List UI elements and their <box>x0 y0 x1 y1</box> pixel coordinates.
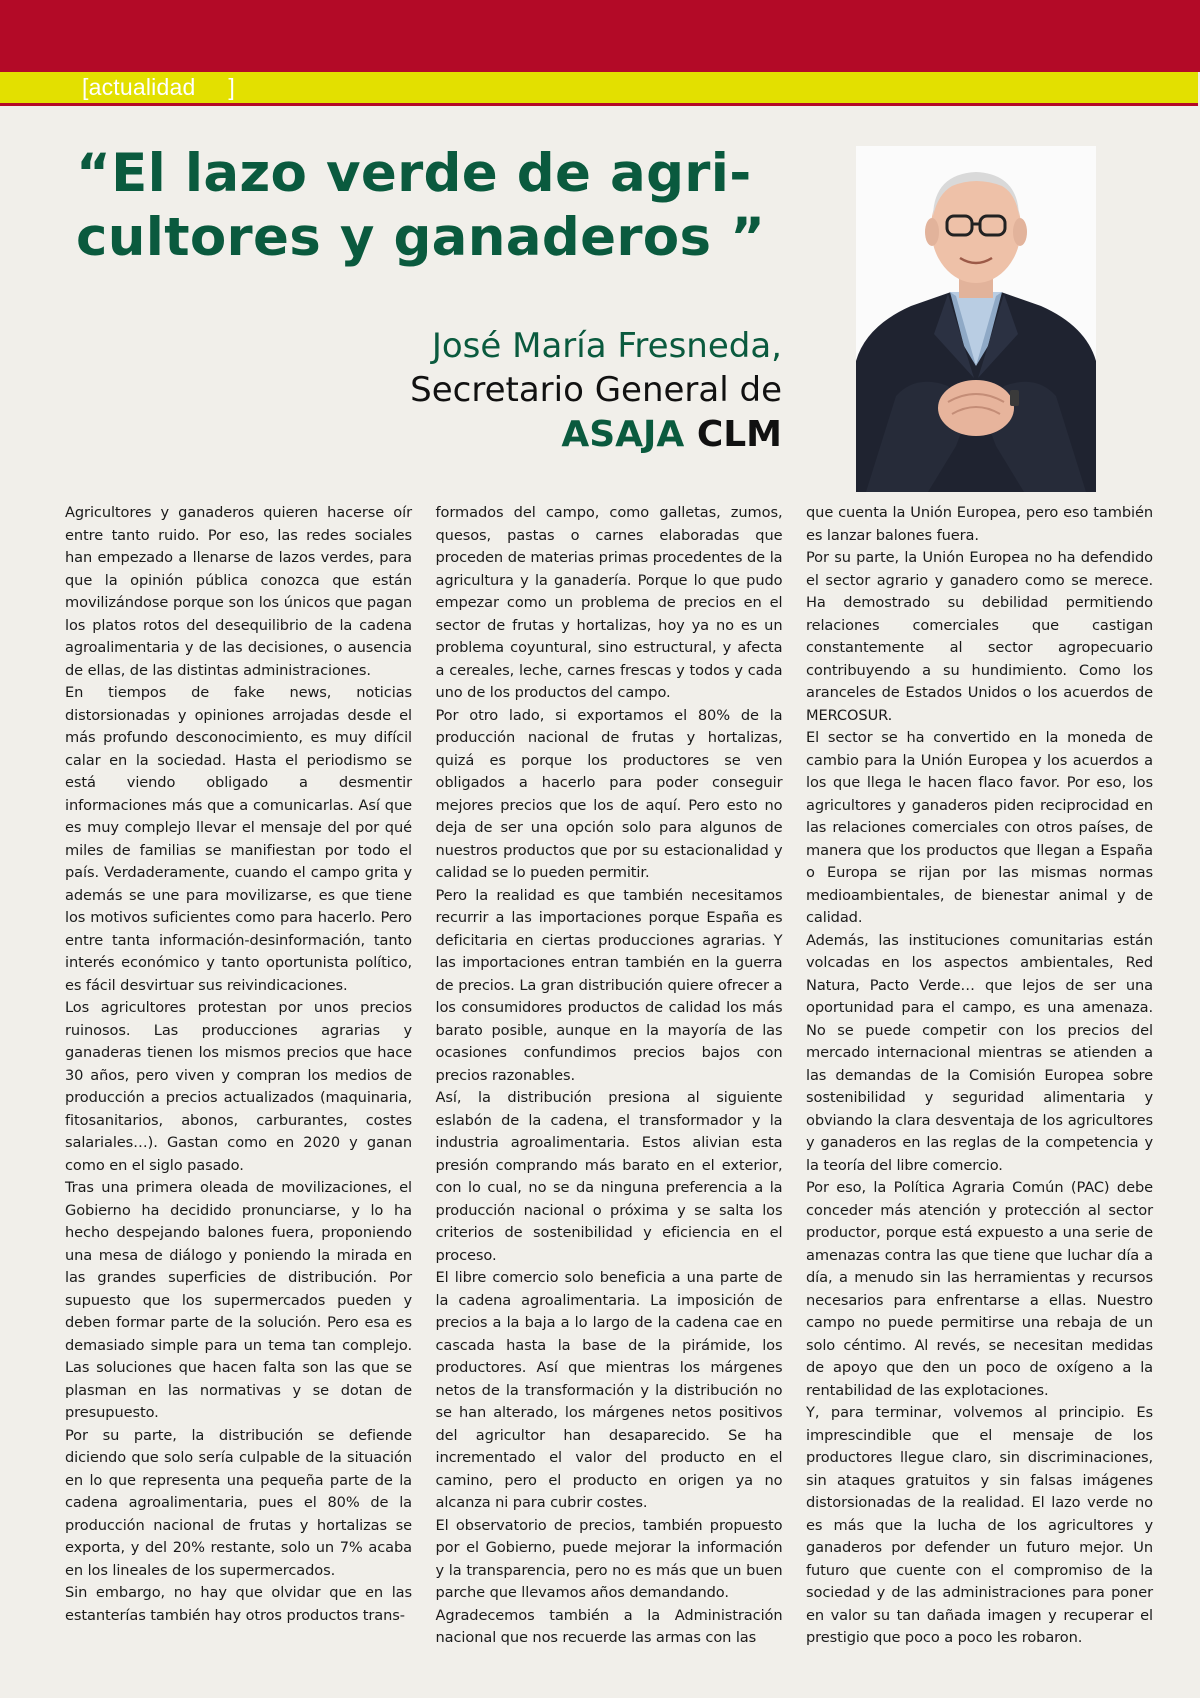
author-byline <box>410 324 782 458</box>
article-paragraph: Agricultores y ganaderos quieren hacerse oír entre tanto ruido. Por eso, las redes sociales han empezado a llenarse de lazos verdes, para que la opinión pública conozca que están movilizándose porque son los únicos que pagan los platos rotos del desequilibrio de la cadena agroalimentaria y de las decisiones, o ausencia de ellas, de las distintas administraciones. <box>65 504 412 679</box>
author-role: Secretario General de <box>410 370 782 410</box>
article-paragraph: Así, la distribución presiona al siguiente eslabón de la cadena, el transformador y la industria agroalimentaria. Estos alivian esta presión comprando más barato en el exterior, con lo cual, no se da ninguna preferencia a la producción nacional o próxima y se salta los criterios de sostenibilidad y eficiencia en el proceso. <box>435 1089 783 1264</box>
article-title-line-2: cultores y ganaderos ” <box>76 207 766 268</box>
author-portrait-illustration <box>856 146 1096 492</box>
article-paragraph: El sector se ha convertido en la moneda de cambio para la Unión Europea y los acuerdos a los que llega le hacen flaco favor. Por eso, los agricultores y ganaderos piden reciprocidad en las relaciones comerciales con otros países, de manera que los productos que llegan a España o Europa se rijan por las mismas normas medioambientales, de bienestar animal y de calidad. <box>806 729 1153 926</box>
author-organization <box>410 412 782 458</box>
article-paragraph: Tras una primera oleada de movilizaciones, el Gobierno ha decidido pronunciarse, y lo ha hecho despejando balones fuera, proponiendo una mesa de diálogo y poniendo la mirada en las grandes superficies de distribución. Por supuesto que los supermercados pueden y deben formar parte de la solución. Pero esa es demasiado simple para un tema tan complejo. Las soluciones que hacen falta son las que se plasman en las normativas y se dotan de presupuesto. <box>65 1179 412 1421</box>
author-organization-part-1: ASAJA <box>561 414 685 455</box>
section-bar <box>0 72 1198 106</box>
article-paragraph: Por su parte, la distribución se defiende diciendo que solo sería culpable de la situación en lo que representa una pequeña parte de la cadena agroalimentaria, pues el 80% de la producción nacional de frutas y hortalizas se exporta, y del 20% restante, solo un 7% acaba en los lineales de los supermercados. <box>65 1426 412 1579</box>
section-label: [actualidad ] <box>82 74 235 100</box>
article-paragraph: Por su parte, la Unión Europea no ha defendido el sector agrario y ganadero como se merece. Ha demostrado su debilidad permitiendo relaciones comerciales que castigan constantemente al sector agropecuario contribuyendo a su hundimiento. Como los aranceles de Estados Unidos o los acuerdos de MERCOSUR. <box>806 549 1153 724</box>
article-paragraph: Además, las instituciones comunitarias están volcadas en los aspectos ambientales, Red Natura, Pacto Verde… que lejos de ser una oportunidad para el campo, es una amenaza. No se puede competir con los precios del mercado internacional mientras se atienden a las demandas de la Comisión Europea sobre sostenibilidad y seguridad alimentaria y obviando la clara desventaja de los agricultores y ganaderos en las reglas de la competencia y la teoría del libre comercio. <box>806 931 1153 1174</box>
article-paragraph: Pero la realidad es que también necesitamos recurrir a las importaciones porque España es deficitaria en ciertas producciones agrarias. Y las importaciones entran también en la guerra de precios. La gran distribución quiere ofrecer a los consumidores productos de calidad los más barato posible, aunque en la mayoría de las ocasiones confundimos precios bajos con precios razonables. <box>435 886 783 1084</box>
article-title <box>76 142 796 270</box>
article-column-1 <box>65 502 412 1650</box>
article-paragraph: En tiempos de fake news, noticias distorsionadas y opiniones arrojadas desde el más profundo desconocimiento, es muy difícil calar en la sociedad. Hasta el periodismo se está viendo obligado a desmentir informaciones más que a comunicarlas. Así que es muy complejo llevar el mensaje del por qué miles de familias se manifiestan por todo el país. Verdaderamente, cuando el campo grita y además se une para movilizarse, es que tiene los motivos suficientes como para hacerlo. Pero entre tanta información-desinformación, tanto interés económico y tanto oportunista político, es fácil desvirtuar sus reivindicaciones. <box>65 684 412 994</box>
author-portrait-photo <box>856 146 1096 492</box>
article-paragraph: Sin embargo, no hay que olvidar que en las estanterías también hay otros productos trans- <box>65 1584 412 1624</box>
article-paragraph: Agradecemos también a la Administración nacional que nos recuerde las armas con las <box>435 1606 783 1646</box>
article-paragraph: formados del campo, como galletas, zumos, quesos, pastas o carnes elaboradas que proceden de materias primas procedentes de la agricultura y la ganadería. Porque lo que pudo empezar como un problema de precios en el sector de frutas y hortalizas, hoy ya no es un problema coyuntural, sino estructural, y afecta a cereales, leche, carnes frescas y todos y cada uno de los productos del campo. <box>435 504 783 701</box>
article-paragraph: que cuenta la Unión Europea, pero eso también es lanzar balones fuera. <box>806 504 1153 544</box>
article-paragraph: Por otro lado, si exportamos el 80% de la producción nacional de frutas y hortalizas, quizá es porque los productores se ven obligados a hacerlo para poder conseguir mejores precios que los de aquí. Pero esto no deja de ser una opción solo para algunos de nuestros productos que por su estacionalidad y calidad se lo pueden permitir. <box>435 706 783 881</box>
article-paragraph: Y, para terminar, volvemos al principio. Es imprescindible que el mensaje de los productores llegue claro, sin discriminaciones, sin ataques gratuitos y sin falsas imágenes distorsionadas de la realidad. El lazo verde no es más que la lucha de los agricultores y ganaderos por defender un futuro mejor. Un futuro que cuente con el compromiso de la sociedad y de las administraciones para poner en valor su tan dañada imagen y recuperar el prestigio que poco a poco les robaron. <box>806 1404 1153 1646</box>
article-paragraph: El observatorio de precios, también propuesto por el Gobierno, puede mejorar la información y la transparencia, pero no es más que un buen parche que llevamos años demandando. <box>435 1516 783 1601</box>
article-paragraph: Por eso, la Política Agraria Común (PAC) debe conceder más atención y protección al sector productor, porque está expuesto a una serie de amenazas contra las que tiene que luchar día a día, a menudo sin las herramientas y recursos necesarios para enfrentarse a ellas. Nuestro campo no puede permitirse una rebaja de un solo céntimo. Al revés, se necesitan medidas de apoyo que den un poco de oxígeno a la rentabilidad de las explotaciones. <box>806 1179 1153 1399</box>
article-column-3 <box>806 502 1153 1650</box>
article-title-line-1: “El lazo verde de agri- <box>76 143 752 204</box>
author-name: José María Fresneda, <box>431 326 782 366</box>
header-red-band <box>0 0 1200 72</box>
author-organization-part-2: CLM <box>696 414 782 455</box>
article-paragraph: El libre comercio solo beneficia a una parte de la cadena agroalimentaria. La imposición de precios a la baja a lo largo de la cadena cae en cascada hasta la base de la pirámide, los productores. Así que mientras los márgenes netos de la transformación y la distribución no se han alterado, los márgenes netos positivos del agricultor han desaparecido. Se ha incrementado el valor del producto en el camino, pero el producto en origen ya no alcanza ni para cubrir costes. <box>435 1269 783 1511</box>
article-body <box>65 502 1153 1650</box>
article-column-2 <box>436 502 783 1650</box>
article-paragraph: Los agricultores protestan por unos precios ruinosos. Las producciones agrarias y ganaderas tienen los mismos precios que hace 30 años, pero viven y compran los medios de producción a precios actualizados (maquinaria, fitosanitarios, abonos, carburantes, costes salariales…). Gastan como en 2020 y ganan como en el siglo pasado. <box>65 999 412 1174</box>
